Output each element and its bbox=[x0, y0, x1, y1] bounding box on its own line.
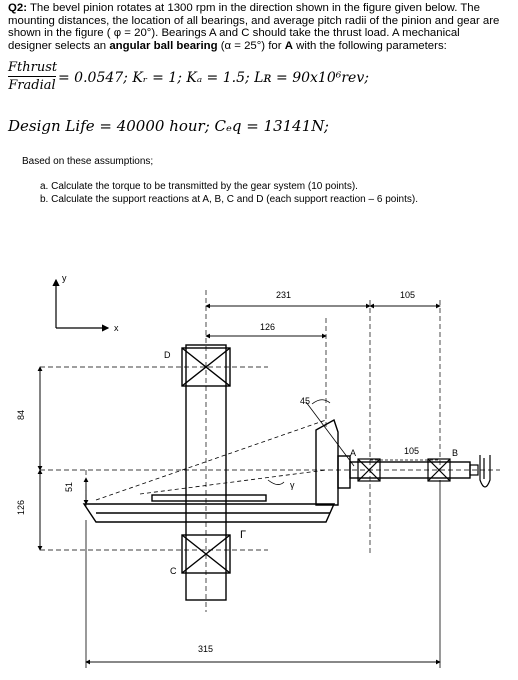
question-line-2: mounting distances, the location of all bearings, and average pitch radii of the pinion and gear are bbox=[8, 14, 500, 27]
question-number: Q2: bbox=[8, 2, 27, 14]
axis-x-label: x bbox=[114, 323, 119, 333]
assumptions-intro: Based on these assumptions; bbox=[22, 156, 154, 167]
vertical-shaft bbox=[186, 345, 226, 600]
question-line-3: shown in the figure ( φ = 20°). Bearings A and C should take the thrust load. A mechanical bbox=[8, 27, 460, 40]
label-b: B bbox=[452, 448, 459, 458]
axes-symbol bbox=[56, 273, 119, 333]
dim-105-top: 105 bbox=[400, 290, 416, 300]
fraction-denominator: Fradial bbox=[8, 78, 56, 93]
fraction-numerator: Fthrust bbox=[8, 60, 58, 75]
dim-84: 84 bbox=[16, 409, 26, 420]
label-gamma-cap: Γ bbox=[240, 529, 247, 541]
dim-231: 231 bbox=[276, 290, 292, 300]
angle-45-label: 45 bbox=[300, 396, 311, 406]
question-line-4c: (α = 25°) for bbox=[217, 39, 285, 52]
question-line-4e: with the following parameters: bbox=[292, 39, 447, 52]
parameter-equation: = 0.0547; Kᵣ = 1; Kₐ = 1.5; Lʀ = 90x10⁶rev; bbox=[58, 70, 369, 86]
bevel-gear bbox=[84, 495, 334, 522]
center-lines bbox=[40, 290, 500, 612]
axis-y-label: y bbox=[62, 273, 67, 283]
question-line-1: The bevel pinion rotates at 1300 rpm in the direction shown in the figure given below. The bbox=[27, 2, 480, 14]
question-line-4a: designer selects an bbox=[8, 39, 110, 52]
task-a: a. Calculate the torque to be transmitted by the gear system (10 points). bbox=[40, 181, 358, 192]
dim-126-left: 126 bbox=[16, 499, 26, 515]
dim-51: 51 bbox=[64, 481, 74, 492]
label-a: A bbox=[350, 448, 357, 458]
label-c: C bbox=[170, 566, 177, 576]
task-b: b. Calculate the support reactions at A, B, C and D (each support reaction – 6 points). bbox=[40, 194, 418, 205]
label-d: D bbox=[164, 350, 171, 360]
design-life-equation: Design Life = 40000 hour; Cₑq = 13141N; bbox=[8, 117, 329, 135]
dimension-lines bbox=[40, 306, 440, 668]
shaft-coupling bbox=[470, 455, 490, 487]
bearing-label: A bbox=[284, 39, 293, 52]
label-gamma: γ bbox=[290, 480, 295, 490]
dim-126-top: 126 bbox=[260, 322, 276, 332]
dim-315: 315 bbox=[198, 644, 214, 654]
dim-105-mid: 105 bbox=[404, 446, 420, 456]
bearing-type: angular ball bearing bbox=[109, 39, 218, 52]
bevel-pinion bbox=[316, 420, 350, 505]
